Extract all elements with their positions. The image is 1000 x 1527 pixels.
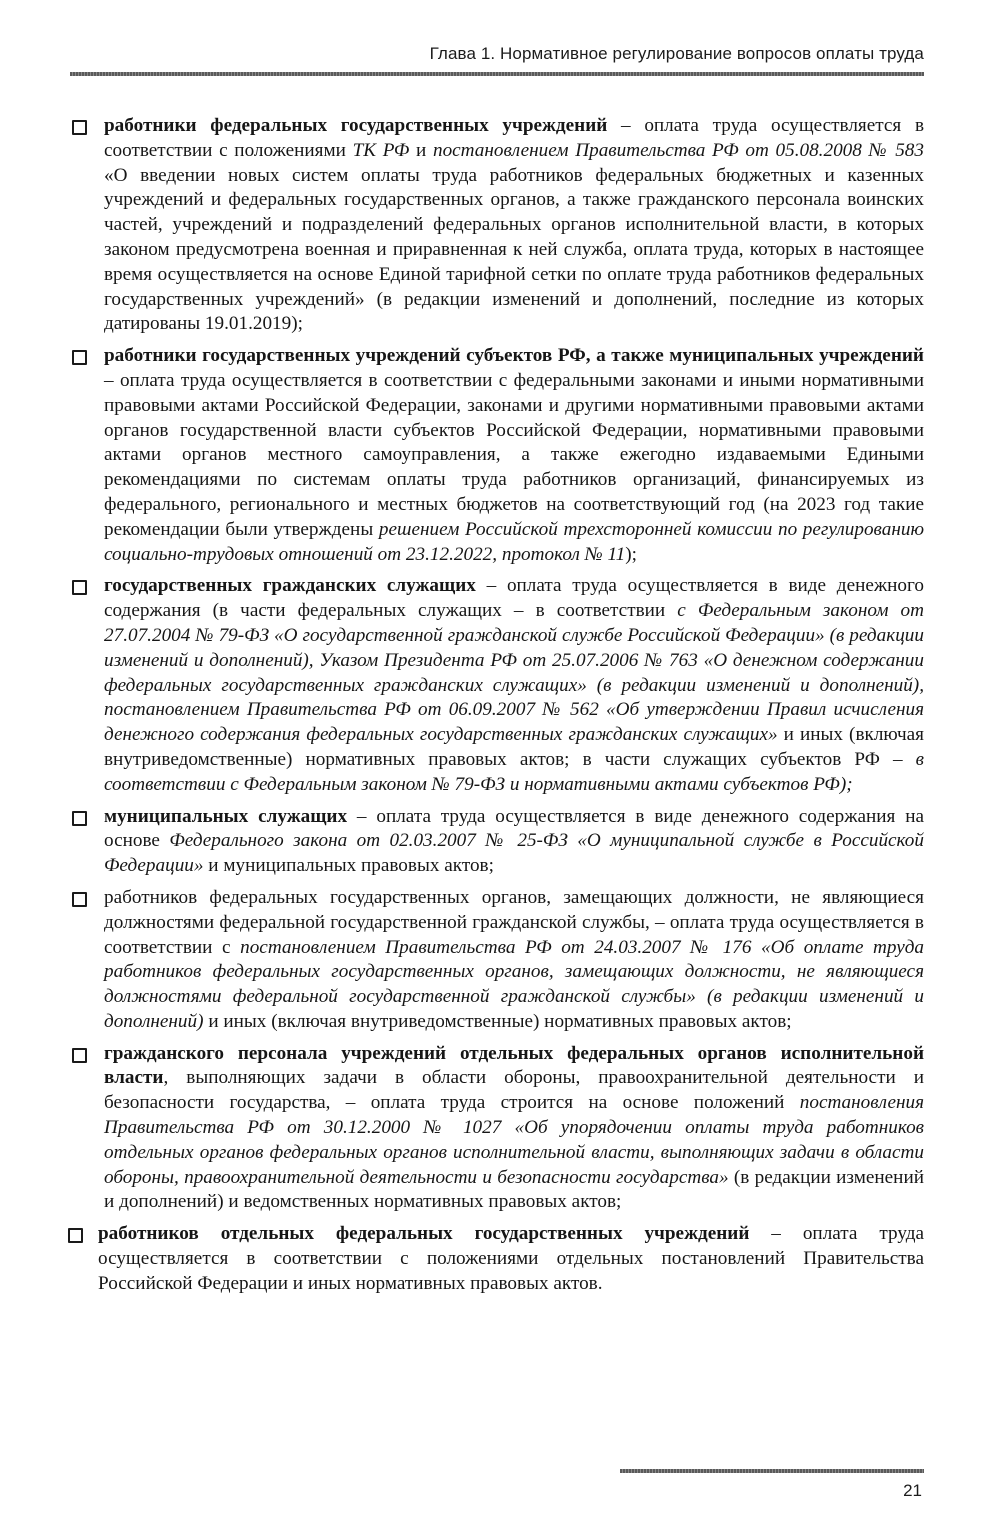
item-citation: в соответствии с Федеральным законом № 79-ФЗ и нормативными актами субъектов РФ); xyxy=(104,748,924,795)
list-item-regional-municipal-institutions xyxy=(70,344,924,567)
checkbox-bullet-icon xyxy=(72,892,87,907)
item-text: ); xyxy=(625,543,637,565)
item-term: государственных гражданских служащих xyxy=(104,575,476,597)
page-number: 21 xyxy=(903,1481,922,1500)
item-citation: постановления Правительства РФ от 30.12.2000 № 1027 «Об упорядочении оплаты труда работников отдельных органов федеральных органов исполнительной власти, выполняющих задачи в области обороны, правоохранительной деятельности и безопасности государства» xyxy=(104,1092,924,1188)
item-text: и xyxy=(409,139,433,161)
list-item-civilian-personnel xyxy=(70,1042,924,1216)
item-term: муниципальных служащих xyxy=(104,805,348,827)
checkbox-bullet-icon xyxy=(72,580,87,595)
item-text: , выполняющих задачи в области обороны, правоохранительной деятельности и безопасности государства, – оплата труда строится на основе положений xyxy=(104,1067,924,1114)
list-item-federal-institutions xyxy=(70,114,924,337)
item-text: – оплата труда осуществляется в виде денежного содержания на основе xyxy=(104,805,924,852)
item-text: (в редакции изменений и дополнений) и ведомственных нормативных правовых актов; xyxy=(104,1166,924,1213)
item-citation: ТК РФ xyxy=(352,139,410,161)
checkbox-bullet-icon xyxy=(72,811,87,826)
footer-rule xyxy=(620,1469,924,1473)
item-text: – оплата труда осуществляется в соответствии с федеральными законами и иными нормативными правовыми актами Российской Федерации, законами и другими нормативными правовыми актами органов государственной власти субъектов Российской Федерации, нормативными правовыми актами органов местного самоуправления, а также ежегодно издаваемыми Едиными рекомендациями по системам оплаты труда работников организаций, финансируемых из федерального, регионального и местных бюджетов на соответствующий год (на 2023 год такие рекомендации были утверждены xyxy=(104,369,924,540)
checkbox-bullet-icon xyxy=(72,350,87,365)
item-text: и иных (включая внутриведомственные) нормативных правовых актов; xyxy=(203,1010,792,1032)
item-term: работников отдельных федеральных государственных учреждений xyxy=(98,1223,750,1245)
item-citation: постановлением Правительства РФ от 24.03.2007 № 176 «Об оплате труда работников федеральных государственных органов, замещающих должности, не являющиеся должностями федеральной государственной гражданской службы» (в редакции изменений и дополнений) xyxy=(104,936,924,1032)
list-item-specific-federal-institutions xyxy=(70,1222,924,1296)
list-item-municipal-servants xyxy=(70,805,924,879)
bullet-list xyxy=(70,114,924,1304)
list-item-civil-servants xyxy=(70,574,924,797)
item-text: «О введении новых систем оплаты труда работников федеральных бюджетных и казенных учреждений и федеральных государственных органов, а также гражданского персонала воинских частей, учреждений и подразделений федеральных органов исполнительной власти, в которых законом предусмотрена военная и приравненная к ней служба, оплата труда, которых в настоящее время осуществляется на основе Единой тарифной сетки по оплате труда работников федеральных государственных учреждений» (в редакции изменений и дополнений, последние из которых датированы 19.01.2019); xyxy=(104,164,924,335)
item-term: работники государственных учреждений субъектов РФ, а также муниципальных учреждений xyxy=(104,345,924,367)
item-text: – оплата труда осуществляется в виде денежного содержания (в части федеральных служащих – в соответствии xyxy=(104,575,924,622)
header-rule xyxy=(70,72,924,76)
item-text: работников федеральных государственных органов, замещающих должности, не являющиеся должностями федеральной государственной гражданской службы, – оплата труда осуществляется в соответствии с xyxy=(104,886,924,958)
item-text: и иных (включая внутриведомственные) нормативных правовых актов; в части служащих субъектов РФ – xyxy=(104,724,924,770)
item-citation: решением Российской трехсторонней комиссии по регулированию социально-трудовых отношений от 23.12.2022, протокол № 11 xyxy=(104,518,924,565)
running-header: Глава 1. Нормативное регулирование вопросов оплаты труда xyxy=(429,44,924,63)
item-term: гражданского персонала учреждений отдельных федеральных органов исполнительной власти xyxy=(104,1042,924,1089)
item-text: – оплата труда осуществляется в соответствии с положениями xyxy=(104,115,925,161)
item-citation: постановлением Правительства РФ от 05.08.2008 № 583 xyxy=(432,139,924,161)
item-citation: с Федеральным законом от 27.07.2004 № 79-ФЗ «О государственной гражданской службе Российской Федерации» (в редакции изменений и дополнений), Указом Президента РФ от 25.07.2006 № 763 «О денежном содержании федеральных государственных гражданских служащих» (в редакции изменений и дополнений), постановлением Правительства РФ от 06.09.2007 № 562 «Об утверждении Правил исчисления денежного содержания федеральных государственных гражданских служащих» xyxy=(104,600,924,746)
item-text: – оплата труда осуществляется в соответствии с положениями отдельных постановлений Правительства Российской Федерации и иных нормативных правовых актов. xyxy=(98,1223,924,1294)
item-term: работники федеральных государственных учреждений xyxy=(104,115,608,136)
checkbox-bullet-icon xyxy=(72,1048,87,1063)
item-citation: Федерального закона от 02.03.2007 № 25-ФЗ «О муниципальной службе в Российской Федерации» xyxy=(104,830,924,877)
checkbox-bullet-icon xyxy=(68,1228,83,1243)
list-item-federal-body-employees xyxy=(70,886,924,1035)
item-text: и муниципальных правовых актов; xyxy=(203,855,494,877)
checkbox-bullet-icon xyxy=(72,120,87,135)
